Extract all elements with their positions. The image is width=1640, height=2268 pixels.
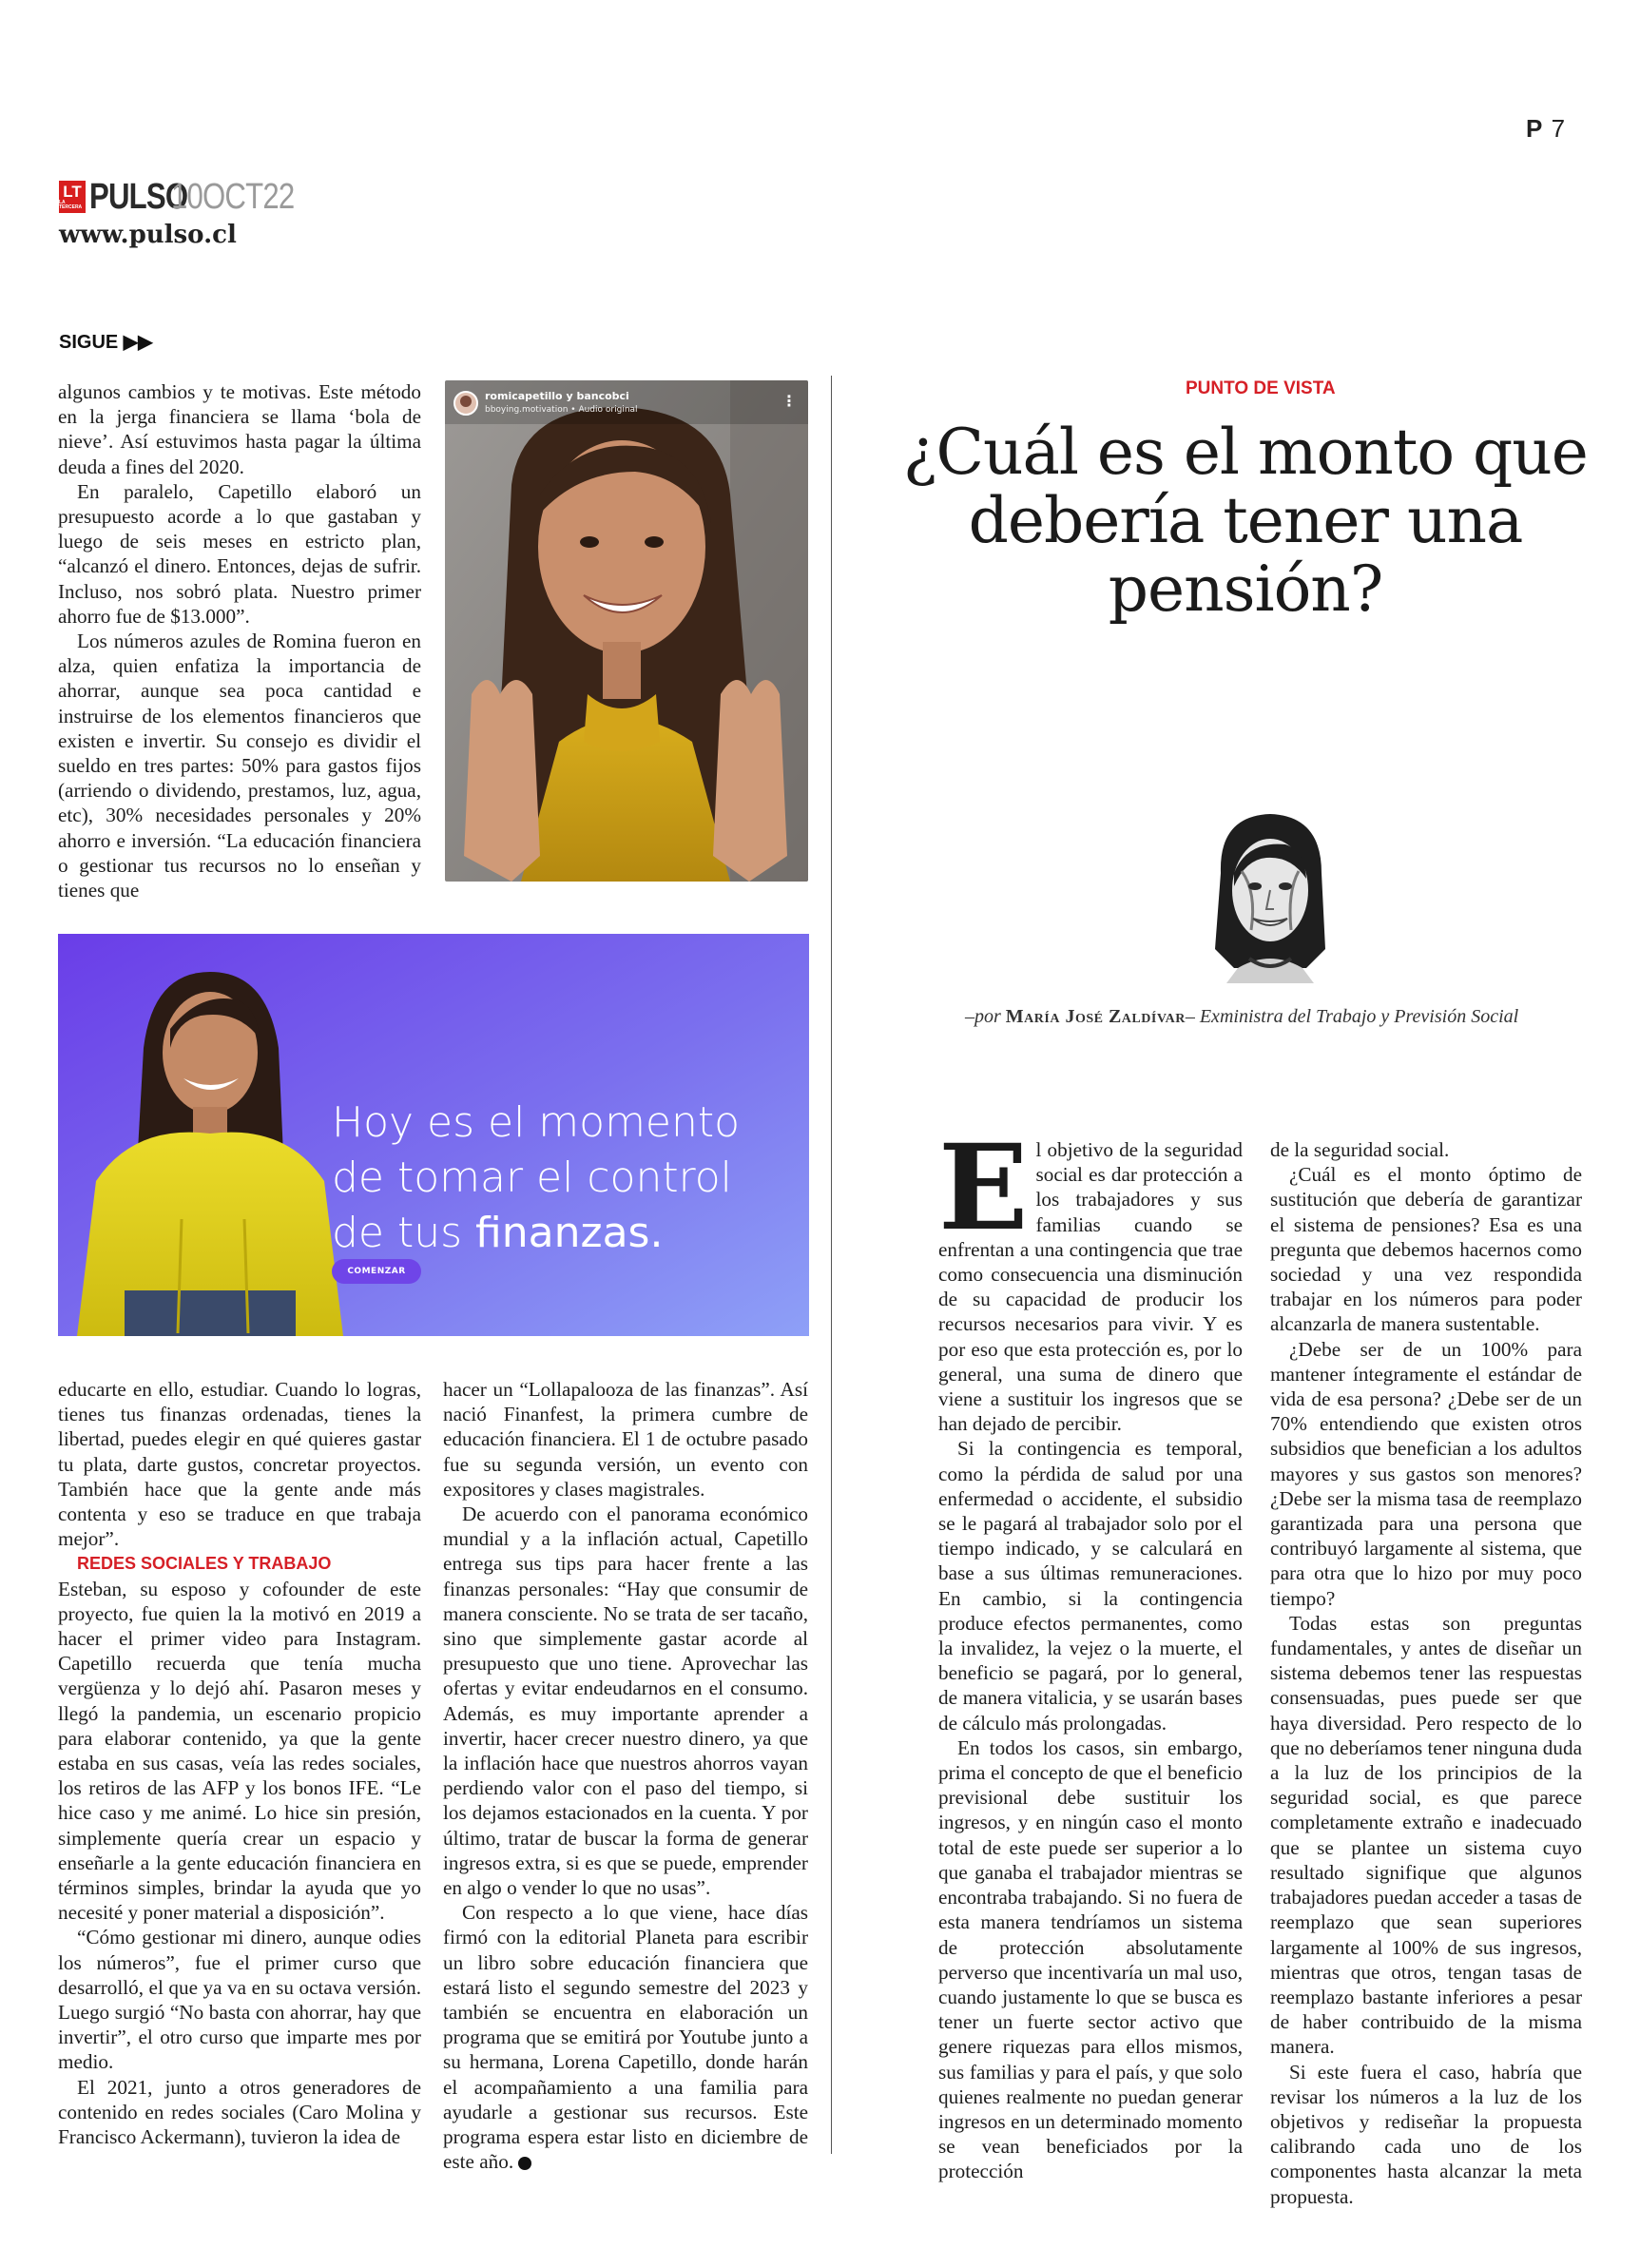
continued-label: SIGUE ▶▶ [59, 332, 153, 353]
paragraph: De acuerdo con el panorama económico mundial y a la inflación actual, Capetillo entrega sus tips para hacer frente a las finanzas personales: “Hay que consumir de manera consciente. No se trata de ser tacaño, sino que simplemente gastar acorde al presupuesto que uno tiene. Aprovechar las ofertas y evitar endeudarnos en el consumo. Además, es muy importante aprender a invertir, hacer crecer nuestro dinero, ya que la inflación hace que nuestros ahorros vayan perdiendo valor con el paso del tiempo, si los dejamos estacionados en la cuenta. Y por último, tratar de buscar la forma de generar ingresos extra, si es que se puede, emprender en algo o vender lo que no usas”. [443, 1502, 808, 1900]
instagram-photo-illustration [445, 380, 808, 882]
paragraph: hacer un “Lollapalooza de las finanzas”. Así nació Finanfest, la primera cumbre de educación financiera. El 1 de octubre pasado fue su segunda versión, un evento con expositores y clases magistrales. [443, 1378, 808, 1501]
paragraph: En todos los casos, sin embargo, prima el concepto de que el beneficio previsional debe sustituir los ingresos, y en ningún caso el monto total de este puede ser superior a lo que ganaba el trabajador mientras se encontraba trabajando. Si no fuera de esta manera tendríamos un sistema de protección absolutamente perverso que incentivaría un mal uso, cuando justamente lo que se busca es tener un fuerte sector activo que genere riquezas para ellos mismos, sus familias y para el país, y que solo quienes realmente no puedan generar ingresos en un determinado momento se vean beneficiados por la protección [938, 1735, 1243, 2183]
finance-ad-banner [58, 934, 809, 1336]
author-portrait [1200, 806, 1339, 983]
left-article-col2-bottom [443, 1377, 808, 2175]
author-role: – Exministra del Trabajo y Previsión Social [1185, 1006, 1519, 1027]
paragraph: ¿Cuál es el monto óptimo de sustitución que debería de garantizar el sistema de pensiones? Esa es una pregunta que debemos hacernos como sociedad y una vez respondida trabajar en los números para poder alcanzarla de manera sustentable. [1270, 1163, 1582, 1336]
opinion-title: ¿Cuál es el monto que debería tener una pensión? [903, 416, 1588, 626]
paragraph: ¿Debe ser de un 100% para mantener íntegramente el estándar de vida de esa persona? ¿Debe ser de un 70% entendiendo que existen otros subsidios que benefician a los adultos mayores y sus gastos son menores? ¿Debe ser la misma tasa de reemplazo garantizada para una persona que contribuyó largamente al sistema, que para otra que lo hizo por muy poco tiempo? [1270, 1337, 1582, 1610]
paragraph: Si la contingencia es temporal, como la pérdida de salud por una enfermedad o accidente, el subsidio se le pagará al trabajador solo por el tiempo indicado, y se calculará en base a sus últimas remuneraciones. En cambio, si la contingencia produce efectos permanentes, como la invalidez, la vejez o la muerte, el beneficio se pagará, por lo general, de manera vitalicia, y se usarán bases de cálculo más prolongadas. [938, 1437, 1243, 1735]
paragraph: algunos cambios y te motivas. Este método en la jerga financiera se llama ‘bola de nieve’. Así estuvimos hasta pagar la última deuda a fines del 2020. [58, 380, 421, 478]
drop-cap: E [938, 1119, 1029, 1257]
opinion-col2 [1270, 1137, 1582, 2209]
byline: –por María José Zaldívar– Exministra del Trabajo y Previsión Social [965, 1006, 1519, 1027]
website-url[interactable]: www.pulso.cl [59, 221, 237, 249]
paragraph: Si este fuera el caso, habría que revisar los números a la luz de los objetivos y rediseñar la propuesta calibrando cada uno de los componentes hasta alcanzar la meta propuesta. [1270, 2060, 1582, 2208]
masthead [59, 179, 321, 215]
paragraph: Con respecto a lo que viene, hace días firmó con la editorial Planeta para escribir un libro sobre educación financiera que estará listo el segundo semestre del 2023 y también se encuentra en elaboración un programa que se emitirá por Youtube junto a su hermana, Lorena Capetillo, donde harán el acompañamiento a una familia para ayudarle a gestionar sus recursos. Este programa espera estar listo en diciembre de este año. P [443, 1901, 808, 2174]
ad-headline-line-3: de tus finanzas. [332, 1209, 664, 1257]
opinion-col1 [938, 1119, 1243, 2184]
ad-headline-line-2: de tomar el control [332, 1153, 732, 1202]
ad-headline-line-1: Hoy es el momento [332, 1098, 741, 1147]
brand-name: PULSO [89, 177, 188, 217]
start-button[interactable]: COMENZAR [332, 1259, 421, 1284]
paragraph: educarte en ello, estudiar. Cuando lo logras, tienes tus finanzas ordenadas, tienes la libertad, puedes elegir en qué quieres gastar tu plata, darte gustos, concretar proyectos. También hace que la gente ande más contenta y eso se traduce en que trabaja mejor”. [58, 1378, 421, 1551]
paragraph: El 2021, junto a otros generadores de contenido en redes sociales (Caro Molina y Francisco Ackermann), tuvieron la idea de [58, 2075, 421, 2149]
instagram-photo [445, 380, 808, 882]
author-portrait-illustration [1200, 806, 1339, 983]
author-name: María José Zaldívar [1005, 1006, 1186, 1027]
paragraph: Esteban, su esposo y cofounder de este proyecto, fue quien la la motivó en 2019 a hacer el primer video para Instagram. Capetillo recuerda que tenía mucha vergüenza y lo dejó ahí. Pasaron meses y llegó la pandemia, un escenario propicio para elaborar contenido, ya que la gente estaba en sus casas, veía las redes sociales, los retiros de las AFP y los bonos IFE. “Le hice caso y me animé. Lo hice sin presión, simplemente quería crear un espacio y enseñarle a la gente educación financiera en términos simples, brindar la ayuda que yo necesité y poner material a disposición”. [58, 1577, 421, 1925]
section-heading: REDES SOCIALES Y TRABAJO [77, 1554, 332, 1574]
paragraph: Todas estas son preguntas fundamentales, y antes de diseñar un sistema debemos tener las respuestas consensuadas, pues puede ser que haya diversidad. Pero respecto de lo que no deberíamos tener ninguna duda a la luz de los principios de la seguridad social, es que parece completamente extraño e inadecuado que se plantee un sistema cuyo resultado signifique que algunos trabajadores puedan acceder a tasas de reemplazo que sean superiores largamente al 100% de sus ingresos, mientras que otros, tengan tasas de reemplazo bastante inferiores a pesar de haber contribuido de la misma manera. [1270, 1611, 1582, 2059]
left-article-col1-bottom [58, 1377, 421, 2149]
instagram-audio: bboying.motivation • Audio original [485, 405, 638, 415]
section-kicker: PUNTO DE VISTA [1186, 378, 1336, 398]
issue-date: 10OCT22 [170, 177, 295, 217]
page-number: P 7 [1526, 114, 1567, 143]
paragraph: Los números azules de Romina fueron en alza, quien enfatiza la importancia de ahorrar, aunque sea poca cantidad e instruirse de los elementos financieros que existen e invertir. Su consejo es dividir el sueldo en tres partes: 50% para gastos fijos (arriendo o dividendo, prestamos, luz, agua, etc), 30% necesidades personales y 20% ahorro e inversión. “La educación financiera o gestionar tus recursos no lo enseñan y tienes que [58, 630, 421, 902]
paragraph: de la seguridad social. [1270, 1138, 1450, 1161]
paragraph: El objetivo de la seguridad social es dar protección a los trabajadores y sus familias cuando se enfrentan a una contingencia que trae como consecuencia una disminución de su capacidad de producir los recursos necesarios para vivir. Y es por eso que esta protección es, por lo general, una suma de dinero que viene a sustituir los ingresos que se han dejado de percibir. [938, 1119, 1243, 1436]
instagram-account[interactable]: romicapetillo y bancobci [485, 390, 629, 402]
paragraph: En paralelo, Capetillo elaboró un presupuesto acorde a lo que gastaban y luego de seis meses en estricto plan, “alcanzó el dinero. Entonces, dejas de sufrir. Incluso, nos sobró plata. Nuestro primer ahorro fue de $13.000”. [58, 479, 421, 628]
end-mark-icon: P [518, 2157, 531, 2170]
lt-logo: LT LA TERCERA [59, 181, 86, 213]
ad-headline [332, 1095, 740, 1261]
left-article-col1-top [58, 379, 421, 902]
column-divider [831, 376, 832, 2154]
paragraph: “Cómo gestionar mi dinero, aunque odies los números”, fue el primer curso que desarrolló, el que ya va en su octava versión. Luego surgió “No basta con ahorrar, hay que invertir”, el otro curso que imparte mes por medio. [58, 1926, 421, 2074]
more-options-icon[interactable]: ⋮ [781, 392, 797, 410]
